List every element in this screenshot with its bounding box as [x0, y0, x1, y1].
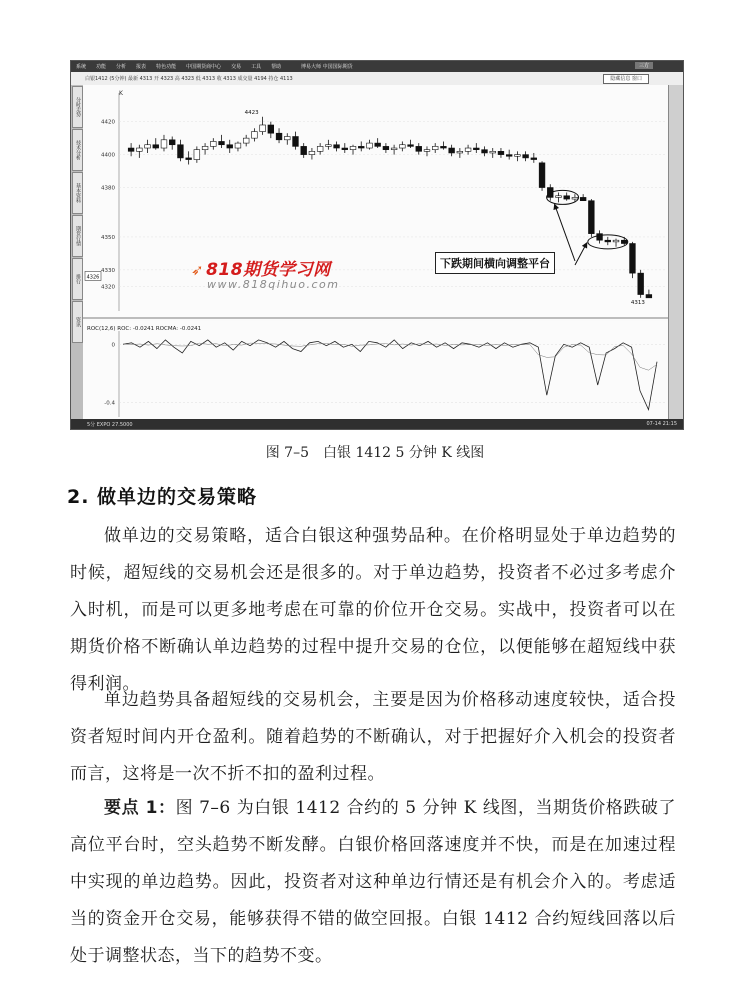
right-scroll-strip[interactable]: [668, 85, 683, 419]
menu-item-help[interactable]: 帮助: [271, 64, 282, 70]
candle-body: [342, 148, 348, 150]
watermark: [191, 255, 339, 291]
candle-body: [646, 295, 652, 298]
quote-info-bar: [71, 72, 683, 86]
top-right-button[interactable]: 三方: [635, 62, 653, 69]
candle-body: [588, 201, 594, 234]
candle-body: [441, 146, 447, 148]
candle-body: [432, 146, 438, 149]
price-tick-label: 4350: [101, 234, 115, 241]
key-point-text: 图 7–6 为白银 1412 合约的 5 分钟 K 线图，当期货价格跌破了高位平台时，空头趋势不断发酵。白银价格回落速度并不快，而是在加速过程中实现的单边趋势。因此，投资者对这种单边行情还是有机会介入的。考虑适当的资金开仓交易，能够获得不错的做空回报。白银 1412 合约短线回落以后处于调整状态，当下的趋势不变。: [70, 798, 676, 966]
candle-body: [638, 273, 644, 294]
candle-body: [597, 234, 603, 241]
price-chart[interactable]: [83, 85, 671, 319]
candle-body: [309, 151, 315, 154]
status-bar: [71, 419, 683, 429]
candle-body: [178, 145, 184, 158]
candle-body: [515, 155, 521, 157]
paragraph-1: 做单边的交易策略，适合白银这种强势品种。在价格明显处于单边趋势的时候，超短线的交易机会还是很多的。对于单边趋势，投资者不必过多考虑介入时机，而是可以更多地考虑在可靠的价位开仓交易。实战中，投资者可以在期货价格不断确认单边趋势的过程中提升交易的仓位，以便能够在超短线中获得利润。: [70, 526, 676, 694]
menu-item-trade[interactable]: 交易: [231, 64, 242, 70]
candle-body: [383, 146, 389, 149]
roc-tick-label: -0.4: [104, 400, 115, 407]
candle-body: [572, 197, 578, 199]
candle-body: [449, 148, 455, 153]
figure-caption: 图 7–5 白银 1412 5 分钟 K 线图: [265, 445, 485, 461]
menu-item-analysis[interactable]: 分析: [116, 64, 127, 70]
low-price-label: 4313: [630, 299, 645, 306]
candle-body: [408, 145, 414, 147]
candle-body: [391, 148, 397, 150]
candle-body: [613, 240, 619, 242]
menu-item-report[interactable]: 报表: [136, 64, 147, 70]
candle-body: [186, 158, 192, 160]
window-title: 博易大师 中国国际期货: [301, 64, 353, 70]
price-tick-label: 4420: [101, 119, 115, 126]
candle-body: [630, 244, 636, 274]
price-tick-label: 4320: [101, 284, 115, 291]
price-panel-bg: [83, 85, 671, 319]
roc-header: ROC(12,6) ROC: -0.0241 ROCMA: -0.0241: [87, 326, 202, 332]
section-title: 2. 做单边的交易策略: [67, 486, 258, 508]
candle-body: [498, 151, 504, 154]
price-tick-label: 4380: [101, 185, 115, 192]
chart-options-button[interactable]: 隐藏信息 窗口: [603, 74, 649, 84]
candle-body: [161, 140, 167, 148]
left-tab-quotes[interactable]: 期货行情: [72, 215, 83, 257]
candle-body: [235, 143, 241, 148]
candle-body: [219, 141, 225, 144]
candle-body: [375, 143, 381, 146]
left-tab-timeshare[interactable]: 分时走势: [72, 86, 83, 128]
candle-body: [169, 140, 175, 145]
watermark-logo-icon: ➶: [191, 261, 205, 279]
menu-item-center[interactable]: 中国期货商中心: [186, 64, 222, 70]
left-tab-ranking[interactable]: 排行: [72, 258, 83, 300]
candle-body: [490, 151, 496, 153]
candle-body: [473, 148, 479, 150]
price-tick-label: 4330: [101, 267, 115, 274]
status-left: 5分 EXPO 27.5000: [87, 422, 133, 428]
quote-info: 白银1412 (5分钟) 最新 4313 开 4323 高 4323 低 4313 收 4313 成交量 4194 持仓 4113: [85, 76, 293, 82]
paragraph-2: 单边趋势具备超短线的交易机会，主要是因为价格移动速度较快，适合投资者短时间内开仓盈利。随着趋势的不断确认，对于把握好介入机会的投资者而言，这将是一次不折不扣的盈利过程。: [70, 690, 676, 784]
menu-item-function[interactable]: 功能: [96, 64, 107, 70]
candle-body: [301, 146, 307, 154]
candle-body: [399, 145, 405, 148]
menu-item-system[interactable]: 系统: [76, 64, 87, 70]
menu-item-tools[interactable]: 工具: [251, 64, 262, 70]
watermark-title: 818期货学习网: [206, 260, 331, 280]
candle-body: [194, 150, 200, 160]
candle-body: [325, 145, 331, 147]
candle-body: [243, 138, 249, 143]
candle-body: [482, 150, 488, 153]
candle-body: [523, 155, 529, 158]
candle-body: [317, 146, 323, 151]
candle-body: [202, 146, 208, 149]
candle-body: [564, 196, 570, 199]
watermark-url: www.818qihuo.com: [207, 278, 340, 291]
candle-body: [276, 133, 282, 140]
candle-body: [424, 150, 430, 152]
chart-area[interactable]: [83, 85, 669, 419]
candle-body: [580, 197, 586, 200]
candle-body: [556, 196, 562, 198]
candle-body: [506, 155, 512, 157]
candle-body: [268, 125, 274, 133]
candle-body: [367, 143, 373, 148]
left-tab-technical[interactable]: 技术分析: [72, 129, 83, 171]
high-price-label: 4423: [244, 109, 259, 116]
candle-body: [293, 137, 299, 147]
candle-body: [539, 163, 545, 188]
candle-body: [358, 146, 364, 148]
left-tab-basic[interactable]: 基本资料: [72, 172, 83, 214]
candle-body: [145, 145, 151, 148]
candle-body: [350, 146, 356, 149]
candle-body: [260, 125, 266, 132]
candle-body: [136, 148, 142, 151]
status-time: 07-14 21:15: [646, 421, 677, 427]
candle-body: [227, 145, 233, 148]
candle-body: [334, 145, 340, 148]
candle-body: [153, 145, 159, 148]
candle-body: [605, 240, 611, 242]
candle-body: [416, 146, 422, 151]
price-panel-label: K: [119, 90, 123, 97]
current-price-label: 4326: [86, 274, 100, 281]
roc-panel-bg: [83, 321, 671, 421]
candle-body: [252, 132, 258, 139]
key-point-label: 要点 1：: [104, 798, 176, 818]
price-tick-label: 4400: [101, 152, 115, 159]
chart-screenshot: [70, 60, 684, 430]
menu-bar: [71, 61, 683, 72]
paragraph-3: [70, 790, 676, 975]
candle-body: [465, 148, 471, 151]
callout-label: 下跌期间横向调整平台: [435, 252, 555, 274]
candle-body: [531, 158, 537, 160]
candle-body: [128, 148, 134, 151]
left-tab-news[interactable]: 资讯: [72, 301, 83, 343]
candle-body: [457, 151, 463, 153]
candle-body: [284, 137, 290, 140]
roc-chart[interactable]: [83, 321, 671, 421]
roc-tick-label: 0: [111, 342, 115, 349]
candle-body: [210, 141, 216, 146]
menu-item-special[interactable]: 特色功能: [156, 64, 177, 70]
candle-body: [621, 240, 627, 243]
